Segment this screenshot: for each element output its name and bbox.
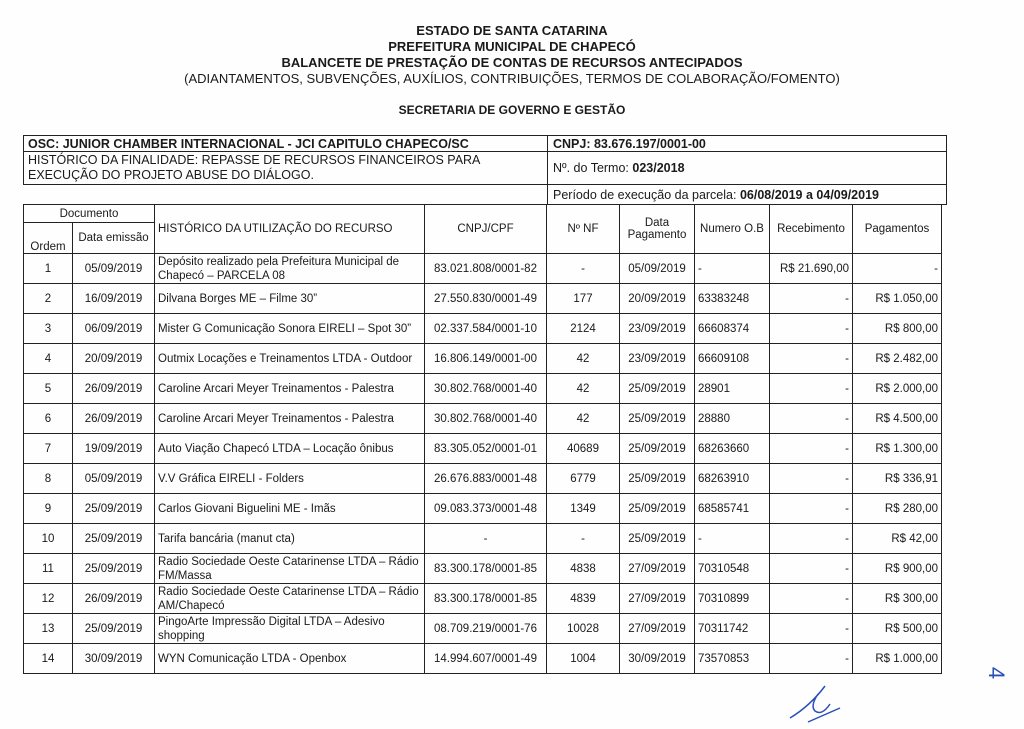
cnpj-box [547, 135, 947, 152]
row-recebimento: - [770, 554, 853, 584]
row-numero-ob: 66609108 [695, 344, 770, 374]
row-data-emissao: 30/09/2019 [73, 644, 155, 674]
row-pagamento: R$ 1.300,00 [853, 434, 942, 464]
row-pagamento: R$ 500,00 [853, 614, 942, 644]
row-data-pagamento: 27/09/2019 [620, 614, 695, 644]
row-data-pagamento: 25/09/2019 [620, 404, 695, 434]
periodo-box [547, 184, 947, 205]
row-pagamento: R$ 4.500,00 [853, 404, 942, 434]
table-row [24, 434, 942, 464]
row-pagamento: R$ 900,00 [853, 554, 942, 584]
row-data-pagamento: 30/09/2019 [620, 644, 695, 674]
osc-cnpj: CNPJ: 83.676.197/0001-00 [553, 137, 706, 151]
row-data-emissao: 25/09/2019 [73, 554, 155, 584]
row-data-emissao: 26/09/2019 [73, 374, 155, 404]
row-historico: Carlos Giovani Biguelini ME - Imãs [155, 494, 425, 524]
row-nf: - [547, 254, 620, 284]
row-nf: 2124 [547, 314, 620, 344]
row-ordem: 4 [24, 344, 73, 374]
row-ordem: 2 [24, 284, 73, 314]
row-ordem: 9 [24, 494, 73, 524]
numero-ob-header: Numero O.B [695, 205, 770, 254]
row-data-pagamento: 23/09/2019 [620, 314, 695, 344]
row-ordem: 7 [24, 434, 73, 464]
row-numero-ob: 63383248 [695, 284, 770, 314]
table-row [24, 404, 942, 434]
row-recebimento: - [770, 494, 853, 524]
row-data-emissao: 06/09/2019 [73, 314, 155, 344]
row-data-emissao: 05/09/2019 [73, 464, 155, 494]
row-recebimento: - [770, 404, 853, 434]
osc-box [23, 135, 548, 152]
row-nf: 1349 [547, 494, 620, 524]
row-numero-ob: 70310548 [695, 554, 770, 584]
row-data-emissao: 20/09/2019 [73, 344, 155, 374]
row-cnpj: 30.802.768/0001-40 [425, 404, 547, 434]
page-mark: 4 [984, 666, 1010, 680]
row-numero-ob: 70311742 [695, 614, 770, 644]
cnpj-header: CNPJ/CPF [425, 205, 547, 254]
row-pagamento: R$ 2.482,00 [853, 344, 942, 374]
row-pagamento: R$ 800,00 [853, 314, 942, 344]
state-title: ESTADO DE SANTA CATARINA [416, 23, 608, 38]
table-row [24, 464, 942, 494]
nf-header: Nº NF [547, 205, 620, 254]
historico-header: HISTÓRICO DA UTILIZAÇÃO DO RECURSO [155, 205, 425, 254]
row-ordem: 13 [24, 614, 73, 644]
row-data-emissao: 26/09/2019 [73, 584, 155, 614]
row-cnpj: 83.300.178/0001-85 [425, 554, 547, 584]
row-data-pagamento: 25/09/2019 [620, 434, 695, 464]
row-recebimento: R$ 21.690,00 [770, 254, 853, 284]
row-pagamento: R$ 280,00 [853, 494, 942, 524]
row-recebimento: - [770, 284, 853, 314]
row-ordem: 14 [24, 644, 73, 674]
row-nf: 4838 [547, 554, 620, 584]
periodo-value: 06/08/2019 a 04/09/2019 [739, 188, 879, 202]
row-data-pagamento: 25/09/2019 [620, 494, 695, 524]
row-numero-ob: 66608374 [695, 314, 770, 344]
ordem-header: Ordem [24, 223, 73, 254]
row-historico: Radio Sociedade Oeste Catarinense LTDA – Rádio AM/Chapecó [155, 584, 425, 614]
row-cnpj: 08.709.219/0001-76 [425, 614, 547, 644]
table-row [24, 614, 942, 644]
row-cnpj: 83.300.178/0001-85 [425, 584, 547, 614]
row-historico: Outmix Locações e Treinamentos LTDA - Outdoor [155, 344, 425, 374]
row-pagamento: R$ 1.050,00 [853, 284, 942, 314]
row-historico: Depósito realizado pela Prefeitura Municipal de Chapecó – PARCELA 08 [155, 254, 425, 284]
table-row [24, 284, 942, 314]
row-numero-ob: 28901 [695, 374, 770, 404]
termo-label: Nº. do Termo: [553, 161, 629, 175]
table-row [24, 494, 942, 524]
historico-box [23, 151, 548, 185]
row-recebimento: - [770, 434, 853, 464]
prefeitura-title: PREFEITURA MUNICIPAL DE CHAPECÓ [388, 39, 636, 54]
termo-box [547, 151, 947, 185]
row-data-pagamento: 25/09/2019 [620, 464, 695, 494]
row-nf: 40689 [547, 434, 620, 464]
row-cnpj: 14.994.607/0001-49 [425, 644, 547, 674]
row-numero-ob: 73570853 [695, 644, 770, 674]
row-ordem: 1 [24, 254, 73, 284]
row-data-pagamento: 05/09/2019 [620, 254, 695, 284]
documento-header: Documento [24, 205, 155, 223]
row-nf: 1004 [547, 644, 620, 674]
row-recebimento: - [770, 644, 853, 674]
row-cnpj: 16.806.149/0001-00 [425, 344, 547, 374]
row-data-emissao: 25/09/2019 [73, 614, 155, 644]
row-cnpj: 09.083.373/0001-48 [425, 494, 547, 524]
row-nf: 177 [547, 284, 620, 314]
table-row [24, 374, 942, 404]
row-pagamento: R$ 336,91 [853, 464, 942, 494]
row-ordem: 11 [24, 554, 73, 584]
row-nf: 6779 [547, 464, 620, 494]
historico-line-1: HISTÓRICO DA FINALIDADE: REPASSE DE RECURSOS FINANCEIROS PARA [28, 153, 481, 167]
row-nf: - [547, 524, 620, 554]
row-historico: Tarifa bancária (manut cta) [155, 524, 425, 554]
balancete-title: BALANCETE DE PRESTAÇÃO DE CONTAS DE RECURSOS ANTECIPADOS [281, 55, 743, 70]
expenses-table [23, 204, 942, 674]
table-row [24, 554, 942, 584]
row-historico: Caroline Arcari Meyer Treinamentos - Palestra [155, 404, 425, 434]
row-data-emissao: 19/09/2019 [73, 434, 155, 464]
historico-line-2: EXECUÇÃO DO PROJETO ABUSE DO DIÁLOGO. [28, 168, 314, 182]
row-data-pagamento: 25/09/2019 [620, 374, 695, 404]
row-data-pagamento: 23/09/2019 [620, 344, 695, 374]
table-row [24, 524, 942, 554]
row-historico: Auto Viação Chapecó LTDA – Locação ônibus [155, 434, 425, 464]
row-data-emissao: 16/09/2019 [73, 284, 155, 314]
row-numero-ob: 68585741 [695, 494, 770, 524]
row-data-emissao: 26/09/2019 [73, 404, 155, 434]
row-recebimento: - [770, 374, 853, 404]
row-nf: 4839 [547, 584, 620, 614]
row-data-emissao: 25/09/2019 [73, 494, 155, 524]
row-numero-ob: 68263910 [695, 464, 770, 494]
row-ordem: 5 [24, 374, 73, 404]
row-pagamento: - [853, 254, 942, 284]
row-historico: PingoArte Impressão Digital LTDA – Adesivo shopping [155, 614, 425, 644]
row-historico: Caroline Arcari Meyer Treinamentos - Palestra [155, 374, 425, 404]
table-row [24, 644, 942, 674]
row-nf: 10028 [547, 614, 620, 644]
row-pagamento: R$ 42,00 [853, 524, 942, 554]
row-recebimento: - [770, 614, 853, 644]
row-historico: Radio Sociedade Oeste Catarinense LTDA – Rádio FM/Massa [155, 554, 425, 584]
row-pagamento: R$ 300,00 [853, 584, 942, 614]
row-recebimento: - [770, 344, 853, 374]
row-nf: 42 [547, 374, 620, 404]
row-ordem: 3 [24, 314, 73, 344]
row-data-emissao: 25/09/2019 [73, 524, 155, 554]
row-recebimento: - [770, 464, 853, 494]
row-cnpj: 83.305.052/0001-01 [425, 434, 547, 464]
recebimento-header: Recebimento [770, 205, 853, 254]
row-nf: 42 [547, 344, 620, 374]
row-data-pagamento: 27/09/2019 [620, 584, 695, 614]
row-cnpj: 83.021.808/0001-82 [425, 254, 547, 284]
row-pagamento: R$ 2.000,00 [853, 374, 942, 404]
row-cnpj: 26.676.883/0001-48 [425, 464, 547, 494]
row-ordem: 12 [24, 584, 73, 614]
row-cnpj: 27.550.830/0001-49 [425, 284, 547, 314]
row-recebimento: - [770, 314, 853, 344]
row-data-pagamento: 20/09/2019 [620, 284, 695, 314]
row-cnpj: 02.337.584/0001-10 [425, 314, 547, 344]
termo-value: 023/2018 [632, 161, 685, 175]
pagamentos-header: Pagamentos [853, 205, 942, 254]
row-data-pagamento: 27/09/2019 [620, 554, 695, 584]
balancete-subtitle: (ADIANTAMENTOS, SUBVENÇÕES, AUXÍLIOS, CONTRIBUIÇÕES, TERMOS DE COLABORAÇÃO/FOMENTO) [184, 71, 840, 86]
row-ordem: 8 [24, 464, 73, 494]
row-numero-ob: - [695, 254, 770, 284]
periodo-label: Período de execução da parcela: [553, 188, 737, 202]
table-row [24, 314, 942, 344]
row-data-pagamento: 25/09/2019 [620, 524, 695, 554]
row-recebimento: - [770, 524, 853, 554]
row-historico: Dilvana Borges ME – Filme 30” [155, 284, 425, 314]
data-pagamento-header: Data Pagamento [620, 205, 695, 254]
row-numero-ob: 28880 [695, 404, 770, 434]
row-nf: 42 [547, 404, 620, 434]
osc-label: OSC: JUNIOR CHAMBER INTERNACIONAL - JCI CAPITULO CHAPECO/SC [28, 137, 469, 151]
row-pagamento: R$ 1.000,00 [853, 644, 942, 674]
secretaria-label: SECRETARIA DE GOVERNO E GESTÃO [398, 103, 626, 117]
row-numero-ob: 68263660 [695, 434, 770, 464]
table-row [24, 584, 942, 614]
row-numero-ob: - [695, 524, 770, 554]
row-cnpj: 30.802.768/0001-40 [425, 374, 547, 404]
row-ordem: 10 [24, 524, 73, 554]
signature-mark [780, 676, 850, 726]
row-cnpj: - [425, 524, 547, 554]
row-recebimento: - [770, 584, 853, 614]
row-ordem: 6 [24, 404, 73, 434]
row-data-emissao: 05/09/2019 [73, 254, 155, 284]
table-row [24, 344, 942, 374]
table-row [24, 254, 942, 284]
data-emissao-header: Data emissão [73, 223, 155, 254]
row-numero-ob: 70310899 [695, 584, 770, 614]
row-historico: Mister G Comunicação Sonora EIRELI – Spot 30” [155, 314, 425, 344]
row-historico: WYN Comunicação LTDA - Openbox [155, 644, 425, 674]
row-historico: V.V Gráfica EIRELI - Folders [155, 464, 425, 494]
